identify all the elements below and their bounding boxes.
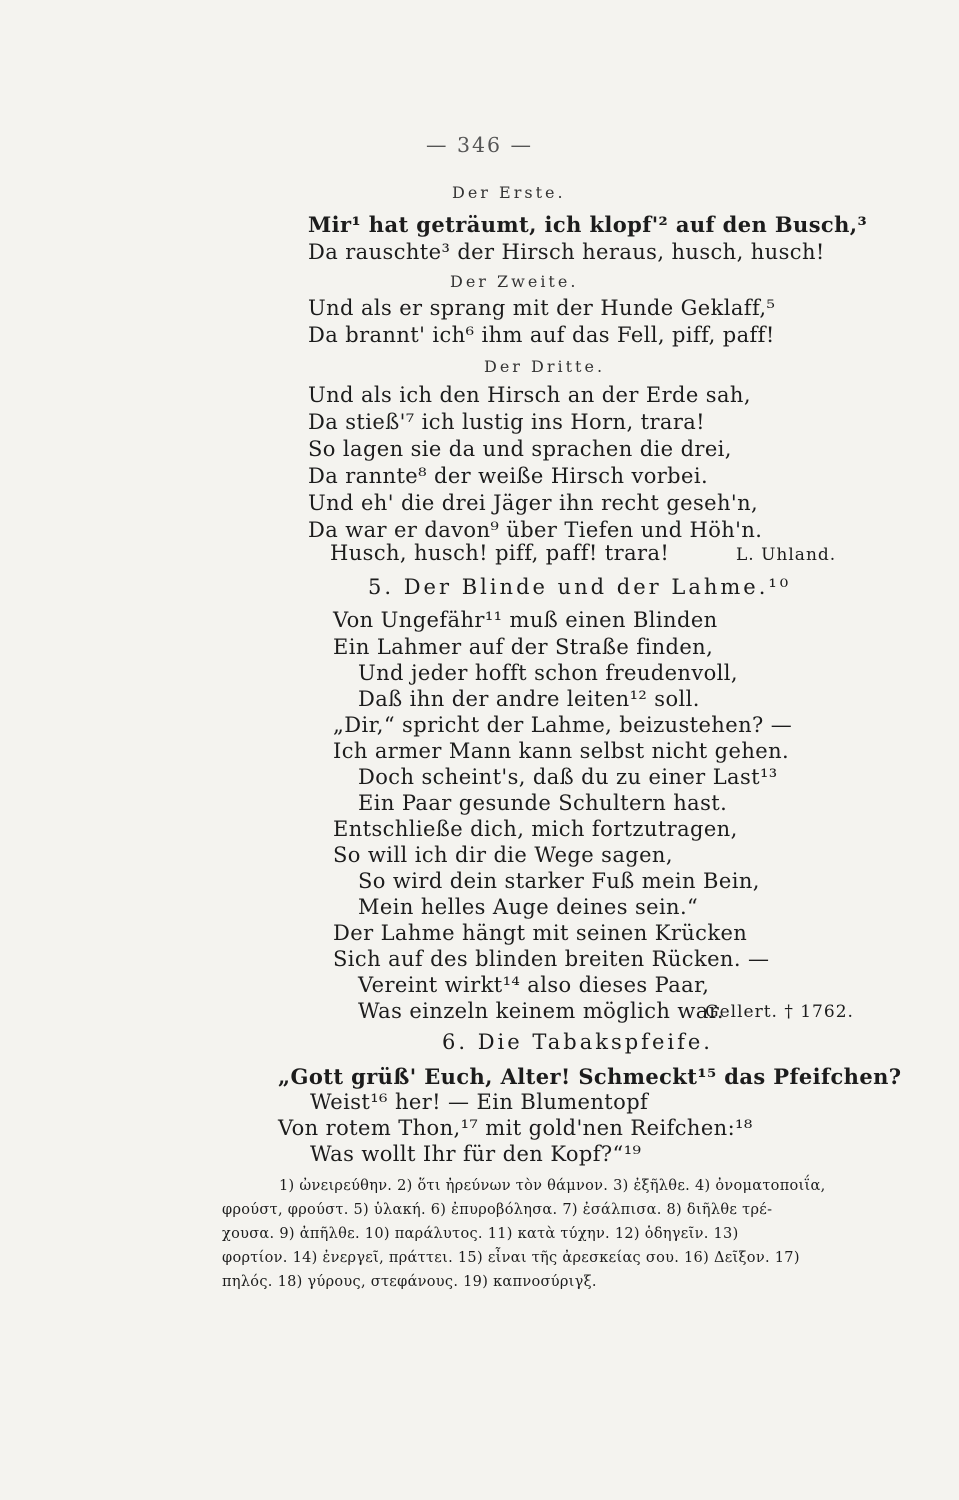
verse-line: Da rauschte³ der Hirsch heraus, husch, husch! bbox=[308, 240, 825, 264]
speaker-first: Der Erste. bbox=[452, 183, 566, 202]
speaker-second: Der Zweite. bbox=[450, 272, 579, 291]
verse-line: Da rannte⁸ der weiße Hirsch vorbei. bbox=[308, 464, 709, 488]
verse-line: Was wollt Ihr für den Kopf?“¹⁹ bbox=[310, 1142, 642, 1166]
verse-line: Vereint wirkt¹⁴ also dieses Paar, bbox=[358, 973, 710, 997]
verse-line: Da stieß'⁷ ich lustig ins Horn, trara! bbox=[308, 410, 706, 434]
verse-line: Ein Lahmer auf der Straße finden, bbox=[333, 635, 714, 659]
footnote-line: χουσα. 9) ἀπῆλθε. 10) παράλυτος. 11) κατὰ τύχην. 12) ὁδηγεῖν. 13) bbox=[222, 1226, 739, 1242]
verse-line: Daß ihn der andre leiten¹² soll. bbox=[358, 687, 700, 711]
verse-line: Was einzeln keinem möglich war. bbox=[358, 999, 724, 1023]
page-number: — 346 — bbox=[425, 133, 534, 157]
verse-line: Weist¹⁶ her! — Ein Blumentopf bbox=[310, 1090, 649, 1114]
verse-line: Mir¹ hat geträumt, ich klopf'² auf den Busch,³ bbox=[308, 212, 868, 237]
verse-line: Husch, husch! piff, paff! trara! bbox=[330, 541, 670, 565]
footnote-line: φορτίον. 14) ἐνεργεῖ, πράττει. 15) εἶναι τῆς ἀρεσκείας σου. 16) Δεῖξον. 17) bbox=[222, 1250, 800, 1266]
speaker-third: Der Dritte. bbox=[484, 357, 606, 376]
verse-line: Und eh' die drei Jäger ihn recht geseh'n, bbox=[308, 491, 759, 515]
poem-title-6: 6. Die Tabakspfeife. bbox=[442, 1030, 713, 1054]
footnote-line: φρούστ, φρούστ. 5) ὑλακή. 6) ἐπυροβόλησα. 7) ἐσάλπισα. 8) διῆλθε τρέ- bbox=[222, 1202, 773, 1218]
footnote-line: πηλός. 18) γύρους, στεφάνους. 19) καπνοσύριγξ. bbox=[222, 1274, 597, 1290]
verse-line: Und als er sprang mit der Hunde Geklaff,⁵ bbox=[308, 296, 776, 320]
footnote-line: 1) ὠνειρεύθην. 2) ὅτι ἠρεύνων τὸν θάμνον. 3) ἐξῆλθε. 4) ὀνοματοποιΐα, bbox=[279, 1178, 826, 1194]
verse-line: „Gott grüß' Euch, Alter! Schmeckt¹⁵ das Pfeifchen? bbox=[278, 1064, 902, 1089]
verse-line: Von rotem Thon,¹⁷ mit gold'nen Reifchen:¹⁸ bbox=[278, 1116, 753, 1140]
verse-line: Sich auf des blinden breiten Rücken. — bbox=[333, 947, 770, 971]
verse-line: Ein Paar gesunde Schultern hast. bbox=[358, 791, 728, 815]
author-uhland: L. Uhland. bbox=[736, 545, 837, 565]
verse-line: Von Ungefähr¹¹ muß einen Blinden bbox=[333, 608, 718, 632]
poem-title-5: 5. Der Blinde und der Lahme.¹⁰ bbox=[368, 575, 792, 599]
verse-line: Der Lahme hängt mit seinen Krücken bbox=[333, 921, 748, 945]
verse-line: So lagen sie da und sprachen die drei, bbox=[308, 437, 732, 461]
verse-line: Und jeder hofft schon freudenvoll, bbox=[358, 661, 738, 685]
verse-line: Mein helles Auge deines sein.“ bbox=[358, 895, 699, 919]
verse-line: Und als ich den Hirsch an der Erde sah, bbox=[308, 383, 751, 407]
verse-line: Da war er davon⁹ über Tiefen und Höh'n. bbox=[308, 518, 763, 542]
verse-line: „Dir,“ spricht der Lahme, beizustehen? — bbox=[333, 713, 793, 737]
author-gellert: Gellert. † 1762. bbox=[705, 1002, 854, 1022]
verse-line: Da brannt' ich⁶ ihm auf das Fell, piff, paff! bbox=[308, 323, 775, 347]
verse-line: So will ich dir die Wege sagen, bbox=[333, 843, 673, 867]
verse-line: Entschließe dich, mich fortzutragen, bbox=[333, 817, 738, 841]
verse-line: Doch scheint's, daß du zu einer Last¹³ bbox=[358, 765, 778, 789]
verse-line: Ich armer Mann kann selbst nicht gehen. bbox=[333, 739, 790, 763]
verse-line: So wird dein starker Fuß mein Bein, bbox=[358, 869, 760, 893]
